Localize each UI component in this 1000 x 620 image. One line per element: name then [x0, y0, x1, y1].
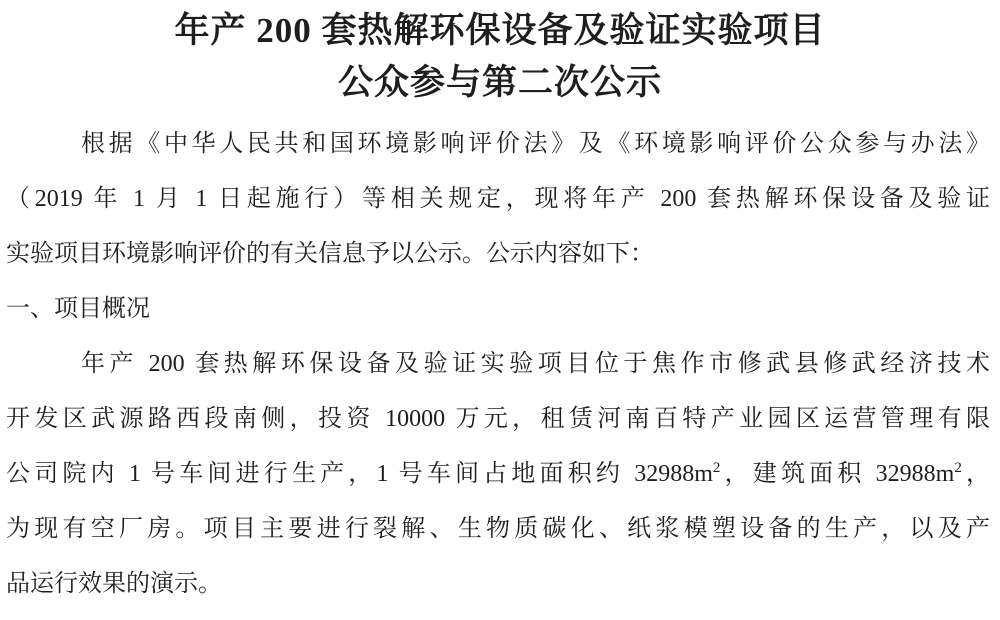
paragraph2-line3-text-b: ，建筑面积 32988m — [720, 461, 955, 487]
document-title — [0, 0, 1000, 109]
title-line-1: 年产 200 套热解环保设备及验证实验项目 — [174, 11, 826, 50]
paragraph1-line1: 根据《中华人民共和国环境影响评价法》及《环境影响评价公众参与办法》 — [81, 131, 990, 157]
paragraph2-line3-text-c: ， — [961, 461, 991, 487]
paragraph2-line5: 品运行效果的演示。 — [6, 571, 222, 597]
section-heading-1: 一、项目概况 — [6, 296, 150, 322]
paragraph1-line2: （2019 年 1 月 1 日起施行）等相关规定，现将年产 200 套热解环保设备及验证 — [6, 186, 990, 212]
paragraph2-line1: 年产 200 套热解环保设备及验证实验项目位于焦作市修武县修武经济技术 — [81, 351, 990, 377]
paragraph1-line3: 实验项目环境影响评价的有关信息予以公示。公示内容如下： — [6, 241, 654, 267]
paragraph2-line2: 开发区武源路西段南侧，投资 10000 万元，租赁河南百特产业园区运营管理有限 — [6, 406, 990, 432]
document-body — [0, 117, 1000, 612]
paragraph2-line3-text-a: 公司院内 1 号车间进行生产，1 号车间占地面积约 32988m — [6, 461, 713, 487]
paragraph2-line3: 公司院内 1 号车间进行生产，1 号车间占地面积约 32988m2，建筑面积 32988m2， — [6, 460, 991, 487]
title-line-2: 公众参与第二次公示 — [337, 63, 662, 102]
paragraph2-line4: 为现有空厂房。项目主要进行裂解、生物质碳化、纸浆模塑设备的生产，以及产 — [6, 516, 990, 542]
